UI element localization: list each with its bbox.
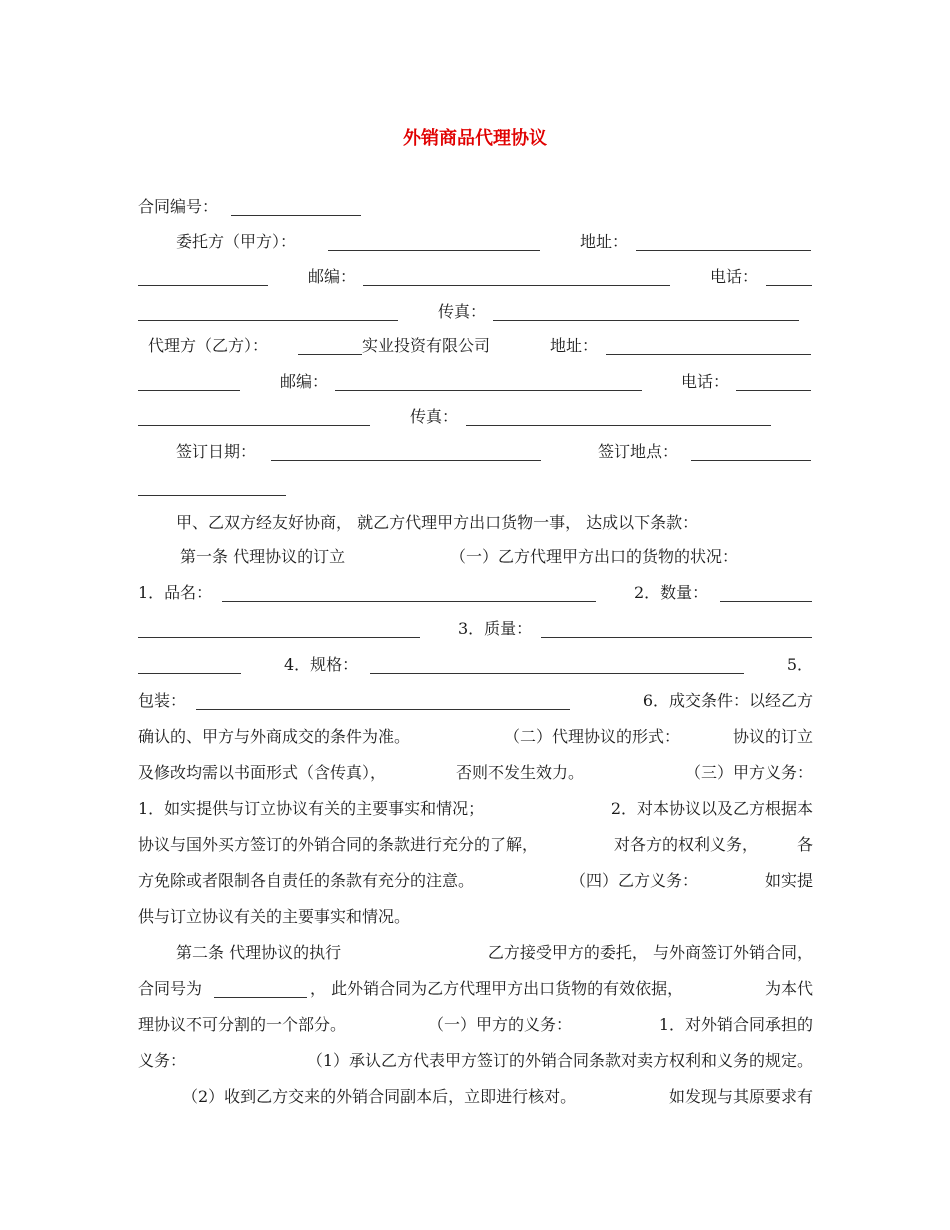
agent-postcode-label: 邮编： [280, 372, 329, 391]
principal-phone-blank-cont [138, 300, 398, 321]
line-h-part3: 为本代 [764, 979, 813, 998]
contract-number-label: 合同编号： [138, 197, 219, 216]
principal-postcode-blank [363, 265, 670, 286]
principal-phone-blank [766, 265, 812, 286]
line-a-part2: （二）代理协议的形式： [504, 727, 681, 746]
line-h-part2: ， 此外销合同为乙方代理甲方出口货物的有效依据， [310, 979, 684, 998]
line-h-part1: 合同号为 [138, 979, 203, 998]
line-b-part1: 及修改均需以书面形式（含传真）， [138, 763, 387, 782]
contract-number-blank [231, 195, 361, 216]
agent-address-blank [606, 334, 811, 355]
line-i-part2: （一）甲方的义务： [428, 1015, 573, 1034]
paragraph-line-d [138, 833, 813, 857]
paragraph-line-h [138, 977, 813, 1001]
article2-text: 乙方接受甲方的委托， 与外商签订外销合同， [487, 943, 813, 962]
line-e-part3: 如实提 [764, 871, 813, 890]
agent-fax-blank [466, 405, 771, 426]
sign-place-blank [691, 440, 811, 461]
agent-name-blank [298, 334, 362, 355]
article1-section1: （一）乙方代理甲方出口的货物的状况： [450, 547, 739, 566]
sign-place-cont-line [138, 475, 813, 499]
line-j-part1: 义务： [138, 1051, 187, 1070]
paragraph-line-e [138, 869, 813, 893]
principal-address-blank-cont [138, 265, 268, 286]
document-title: 外销商品代理协议 [403, 128, 547, 149]
item4-label: 4．规格： [284, 655, 359, 674]
paragraph-line-c [138, 797, 813, 821]
item3-blank-cont [138, 653, 241, 674]
line-a-part1: 确认的、甲方与外商成交的条件为准。 [138, 727, 411, 746]
principal-address-blank [636, 230, 811, 251]
article2-line [138, 941, 813, 965]
agent-phone-label: 电话： [681, 372, 730, 391]
agent-label: 代理方（乙方）： [148, 336, 269, 355]
paragraph-line-j [138, 1049, 813, 1073]
line-e-part1: 方免除或者限制各自责任的条款有充分的注意。 [138, 871, 475, 890]
agent-fax-label: 传真： [410, 407, 459, 426]
sign-place-blank-cont [138, 475, 286, 496]
contract-no-blank [214, 977, 307, 998]
line-c-part1: 1．如实提供与订立协议有关的主要事实和情况； [138, 799, 485, 818]
item2-blank [720, 581, 812, 602]
paragraph-line-a [138, 725, 813, 749]
principal-label: 委托方（甲方）： [176, 232, 297, 251]
principal-fax-blank [493, 300, 799, 321]
article2-title: 第二条 代理协议的执行 [176, 943, 342, 962]
paragraph-line-f [138, 905, 813, 929]
line-c-part2: 2．对本协议以及乙方根据本 [610, 799, 813, 818]
sign-date-blank [271, 440, 541, 461]
principal-phone-label: 电话： [710, 267, 759, 286]
agent-phone-blank-cont [138, 405, 370, 426]
agent-fax-line [138, 405, 813, 429]
agent-postcode-blank [335, 370, 642, 391]
item5-blank [196, 689, 570, 710]
item3-label: 3．质量： [458, 619, 533, 638]
signing-line [138, 440, 813, 464]
line-a-part3: 协议的订立 [732, 727, 813, 746]
paragraph-line-i [138, 1013, 813, 1037]
item5-label: 包装： [138, 691, 187, 710]
principal-fax-label: 传真： [438, 302, 487, 321]
line-i-part1: 理协议不可分割的一个部分。 [138, 1015, 347, 1034]
agent-contact-line [138, 370, 813, 394]
item6-text: 6．成交条件：以经乙方 [642, 691, 813, 710]
agent-address-blank-cont [138, 370, 240, 391]
item2-blank-cont [138, 617, 420, 638]
agent-address-label: 地址： [550, 336, 599, 355]
item-line-3 [138, 653, 813, 677]
line-e-part2: （四）乙方义务： [570, 871, 699, 890]
intro-text: 甲、乙双方经友好协商， 就乙方代理甲方出口货物一事， 达成以下条款： [176, 513, 699, 532]
line-d-part2: 对各方的权利义务， [614, 835, 759, 854]
line-f-part1: 供与订立协议有关的主要事实和情况。 [138, 907, 411, 926]
item4-blank [370, 653, 744, 674]
principal-fax-line [138, 300, 813, 324]
item5-number: 5． [786, 655, 813, 674]
agent-phone-blank [736, 370, 811, 391]
sign-place-label: 签订地点： [598, 442, 679, 461]
line-b-part2: 否则不发生效力。 [456, 763, 585, 782]
item-line-4 [138, 689, 813, 713]
line-d-part1: 协议与国外买方签订的外销合同的条款进行充分的了解， [138, 835, 539, 854]
principal-line [138, 230, 813, 254]
principal-contact-line [138, 265, 813, 289]
principal-name-blank [328, 230, 540, 251]
item2-label: 2．数量： [634, 583, 709, 602]
item3-blank [541, 617, 812, 638]
item-line-2 [138, 617, 813, 641]
line-j-part2: （1）承认乙方代表甲方签订的外销合同条款对卖方权利和义务的规定。 [306, 1051, 813, 1070]
article1-title: 第一条 代理协议的订立 [180, 547, 346, 566]
article1-line [138, 545, 813, 569]
paragraph-line-b [138, 761, 813, 785]
item-line-1 [138, 581, 813, 605]
item1-label: 1．品名： [138, 583, 213, 602]
sign-date-label: 签订日期： [176, 442, 257, 461]
agent-line [138, 334, 813, 358]
line-k-part2: 如发现与其原要求有 [668, 1087, 813, 1106]
principal-postcode-label: 邮编： [308, 267, 357, 286]
intro-line [138, 511, 813, 535]
line-b-part3: （三）甲方义务： [684, 763, 813, 782]
principal-address-label: 地址： [580, 232, 629, 251]
agent-name: 实业投资有限公司 [362, 336, 491, 355]
item1-blank [222, 581, 596, 602]
paragraph-line-k [138, 1085, 813, 1109]
line-d-part3: 各 [796, 835, 813, 854]
contract-number-line [138, 195, 813, 219]
line-i-part3: 1．对外销合同承担的 [658, 1015, 813, 1034]
line-k-part1: （2）收到乙方交来的外销合同副本后，立即进行核对。 [182, 1087, 577, 1106]
